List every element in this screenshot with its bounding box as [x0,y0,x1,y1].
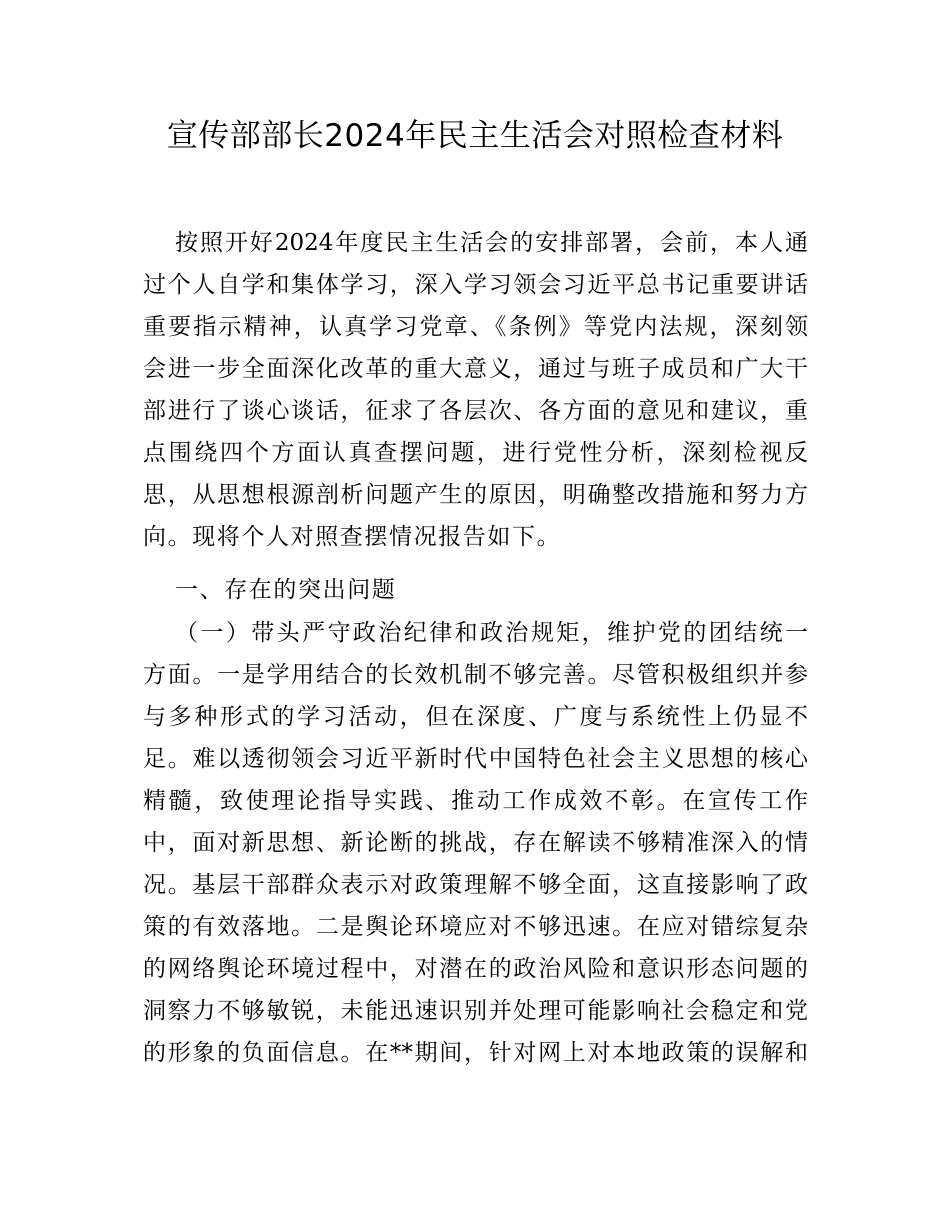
text-line: 精髓，致使理论指导实践、推动工作成效不彰。在宣传工作 [143,788,808,814]
section1-paragraph [143,612,808,1074]
document-body [143,222,808,1074]
document-title: 宣传部部长2024年民主生活会对照检查材料 [166,118,784,154]
text-line: 按照开好2024年度民主生活会的安排部署，会前，本人通 [175,230,808,256]
text-line: 策的有效落地。二是舆论环境应对不够迅速。在应对错综复杂 [143,914,808,940]
section-heading: 一、存在的突出问题 [175,577,397,603]
text-line: 与多种形式的学习活动，但在深度、广度与系统性上仍显不 [143,704,808,730]
text-line: 思，从思想根源剖析问题产生的原因，明确整改措施和努力方 [143,482,808,508]
text-line: 会进一步全面深化改革的重大意义，通过与班子成员和广大干 [143,356,808,382]
text-line: 点围绕四个方面认真查摆问题，进行党性分析，深刻检视反 [143,440,808,466]
text-line: 的形象的负面信息。在**期间，针对网上对本地政策的误解和 [143,1040,808,1066]
text-line: 重要指示精神，认真学习党章、《条例》等党内法规，深刻领 [143,314,808,340]
intro-paragraph [143,222,808,558]
text-line: 过个人自学和集体学习，深入学习领会习近平总书记重要讲话 [143,272,808,298]
text-line: 向。现将个人对照查摆情况报告如下。 [143,524,562,550]
text-line: 洞察力不够敏锐，未能迅速识别并处理可能影响社会稳定和党 [143,998,808,1024]
text-line: （一）带头严守政治纪律和政治规矩，维护党的团结统一 [175,620,808,646]
text-line: 足。难以透彻领会习近平新时代中国特色社会主义思想的核心 [143,746,808,772]
text-line: 方面。一是学用结合的长效机制不够完善。尽管积极组织并参 [143,662,808,688]
text-line: 况。基层干部群众表示对政策理解不够全面，这直接影响了政 [143,872,808,898]
text-line: 的网络舆论环境过程中，对潜在的政治风险和意识形态问题的 [143,956,808,982]
text-line: 中，面对新思想、新论断的挑战，存在解读不够精准深入的情 [143,830,808,856]
text-line: 部进行了谈心谈话，征求了各层次、各方面的意见和建议，重 [143,398,808,424]
